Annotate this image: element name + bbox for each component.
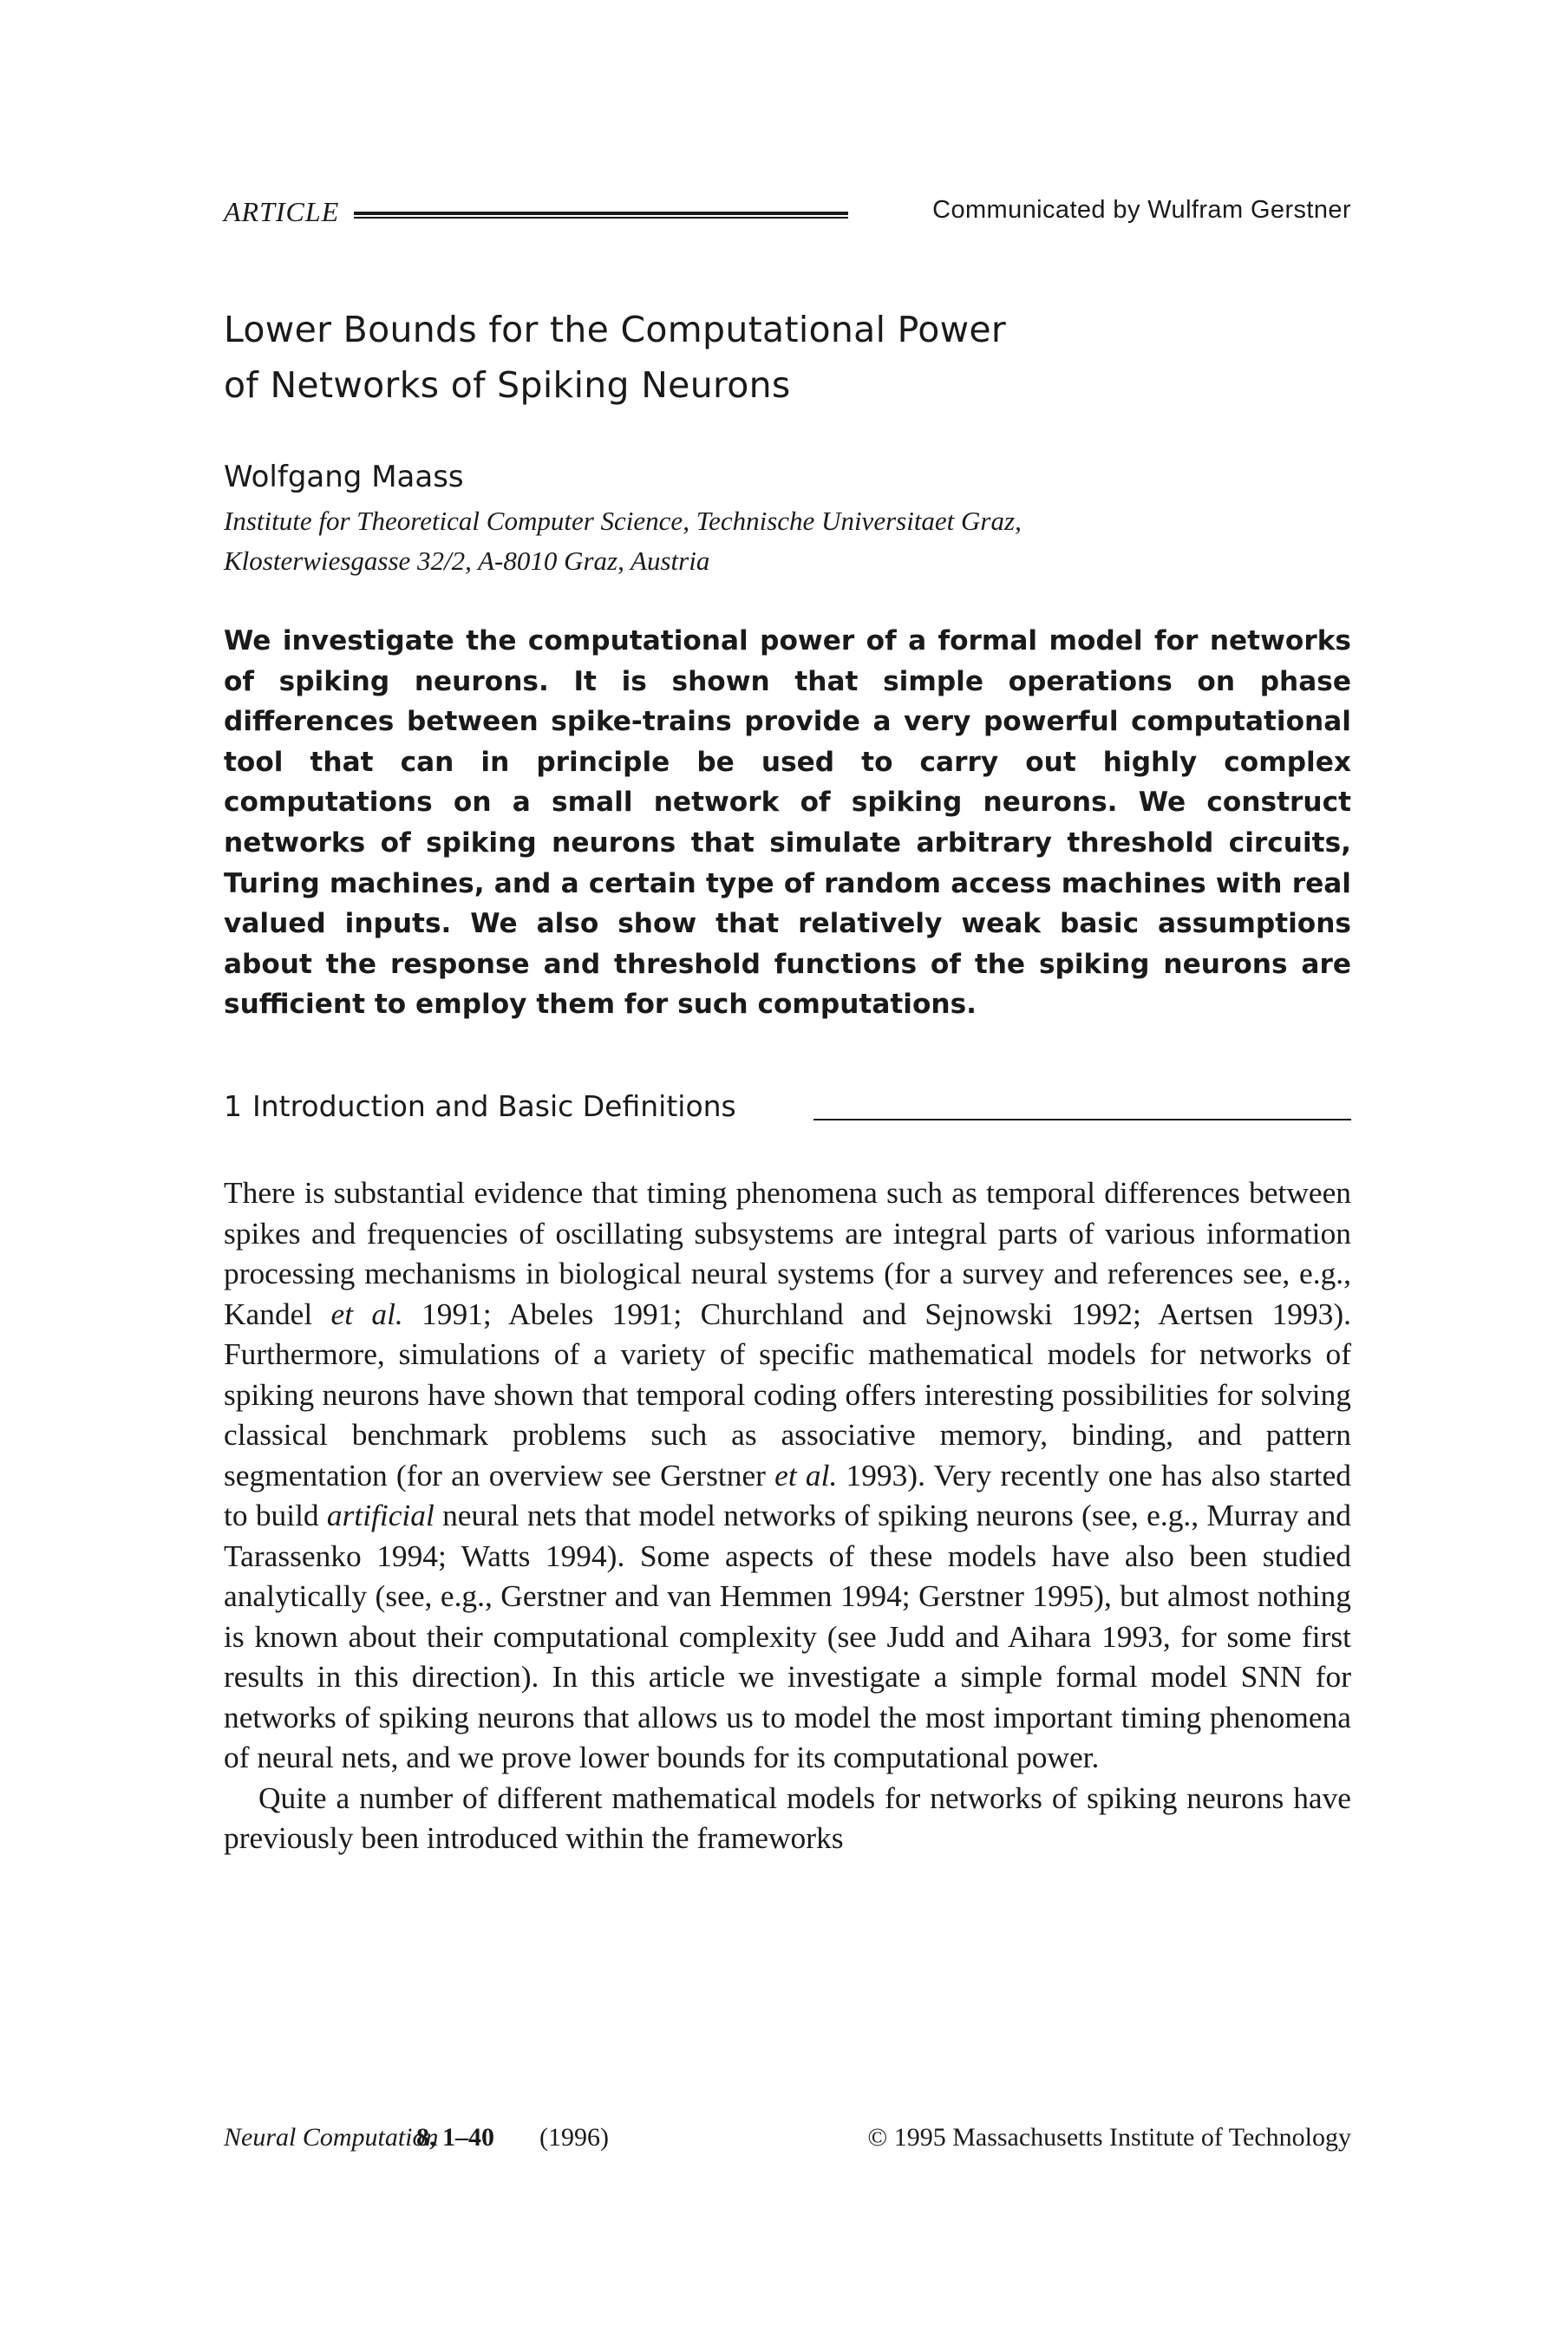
affiliation-line-2: Klosterwiesgasse 32/2, A-8010 Graz, Austria xyxy=(224,545,710,576)
abstract: We investigate the computational power of a formal model for networks of spiking neurons. It is shown that simple operations on phase differences between spike-trains provide a very powerful computational tool that can in principle be used to carry out highly complex computations on a small network of spiking neurons. We construct networks of spiking neurons that simulate arbitrary threshold circuits, Turing machines, and a certain type of random access machines with real valued inputs. We also show that relatively weak basic assumptions about the response and threshold functions of the spiking neurons are sufficient to employ them for such computations. xyxy=(224,625,1351,1021)
affiliation-line-1: Institute for Theoretical Computer Science, Technische Universitaet Graz, xyxy=(224,506,1022,536)
author-name: Wolfgang Maass xyxy=(224,460,464,494)
text-run: There is substantial evidence that timing phenomena such as temporal differences between spikes and frequencies of oscillating subsystems are integral parts of various information processing mechanisms in biological neural systems (for a survey and references see, e.g., Kandel xyxy=(224,1175,1351,1331)
section-heading xyxy=(224,1089,1351,1129)
author-affiliation xyxy=(224,501,1351,581)
title-line-2: of Networks of Spiking Neurons xyxy=(224,364,791,406)
text-run: neural nets that model networks of spiking neurons (see, e.g., Murray and Tarassenko 1994; Watts 1994). Some aspects of these models have also been studied analytically (see, e.g., Gerstner and van Hemmen 1994; Gerstner 1995), but almost nothing is known about their computational complexity (see Judd and Aihara 1993, for some first results in this direction). In this article we investigate a simple formal model SNN for networks of spiking neurons that allows us to model the most important timing phenomena of neural nets, and we prove lower bounds for its computational power. xyxy=(224,1498,1351,1774)
header-rule xyxy=(354,212,848,219)
section-rule xyxy=(813,1119,1351,1120)
communicated-by: Communicated by Wulfram Gerstner xyxy=(932,196,1351,224)
section-number: 1 xyxy=(224,1089,242,1123)
paper-title xyxy=(224,302,1351,413)
copyright-notice: © 1995 Massachusetts Institute of Technology xyxy=(867,2123,1351,2152)
article-header xyxy=(224,196,1351,234)
text-run: 1993). Very recently one has also started to build xyxy=(224,1457,1351,1532)
page-footer xyxy=(224,2123,1351,2161)
italic-run: et al. xyxy=(330,1296,403,1331)
paragraph-2: Quite a number of different mathematical models for networks of spiking neurons have previously been introduced within the frameworks xyxy=(224,1780,1351,1855)
title-line-1: Lower Bounds for the Computational Power xyxy=(224,309,1007,350)
italic-run: artificial xyxy=(326,1498,434,1532)
journal-volume-pages: 8, 1–40 xyxy=(416,2123,494,2152)
paper-page xyxy=(224,0,1351,2345)
paragraph-1 xyxy=(224,1172,1351,1778)
section-title: Introduction and Basic Definitions xyxy=(252,1089,736,1123)
journal-year: (1996) xyxy=(539,2123,609,2152)
italic-run: et al. xyxy=(774,1457,838,1493)
text-run: 1991; Abeles 1991; Churchland and Sejnowski 1992; Aertsen 1993). Furthermore, simulations of a variety of specific mathematical models for networks of spiking neurons have shown that temporal coding offers interesting possibilities for solving classical benchmark problems such as associative memory, binding, and pattern segmentation (for an overview see Gerstner xyxy=(224,1296,1351,1493)
journal-name: Neural Computation xyxy=(224,2123,439,2152)
body-text xyxy=(224,1172,1351,1858)
article-label: ARTICLE xyxy=(224,196,340,227)
